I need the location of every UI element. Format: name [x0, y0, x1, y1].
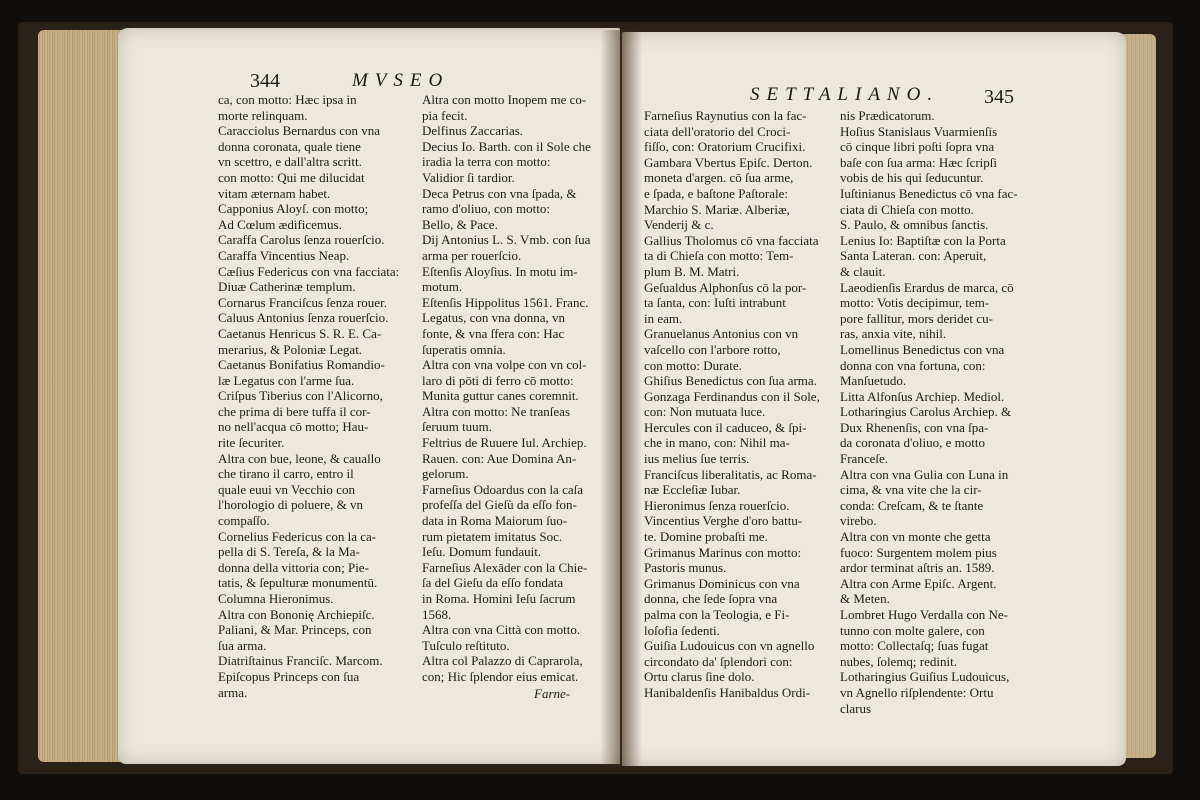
text-line: Iuſtinianus Benedictus cō vna fac-	[840, 185, 1018, 201]
text-line: ſa del Gieſu da eſſo fondata	[422, 575, 564, 591]
text-line: læ Legatus con l'arme ſua.	[218, 372, 355, 388]
right-running-head: SETTALIANO.	[750, 84, 940, 105]
text-line: Hercules con il caduceo, & ſpi-	[644, 419, 807, 435]
text-line: Gallius Tholomus cō vna facciata	[644, 232, 819, 248]
text-line: rum pietatem imitatus Soc.	[422, 528, 563, 544]
text-line: Manſuetudo.	[840, 373, 907, 389]
text-line: donna, che ſede ſopra vna	[644, 591, 778, 607]
text-line: Grimanus Marinus con motto:	[644, 544, 802, 560]
text-line: baſe con ſua arma: Hæc ſcripſi	[840, 154, 998, 170]
text-line: Diatriſtainus Franciſc. Marcom.	[218, 653, 383, 669]
text-line: Hoſius Stanislaus Vuarmienſis	[840, 123, 998, 139]
text-line: palma con la Teologia, e Fi-	[644, 607, 790, 622]
text-line: da coronata d'oliuo, e motto	[840, 435, 985, 451]
text-line: Eſtenſis Aloyſius. In motu im-	[422, 263, 578, 279]
text-line: nis Prædicatorum.	[840, 108, 935, 123]
text-line: pella di S. Tereſa, & la Ma-	[218, 544, 360, 560]
text-line: ſeruum tuum.	[422, 419, 493, 435]
text-line: Eſtenſis Hippolitus 1561. Franc.	[422, 294, 589, 310]
text-line: Munita guttur canes coremnit.	[422, 388, 579, 404]
text-line: ſuperatis omnia.	[422, 341, 506, 357]
text-line: in Roma. Homini Ieſu ſacrum	[422, 591, 576, 606]
text-line: con motto: Durate.	[644, 357, 742, 373]
text-line: laro di pōti di ferro cō motto:	[422, 372, 574, 388]
text-line: motto: Votis decipimur, tem-	[840, 295, 990, 311]
text-line: compaſſo.	[218, 513, 270, 529]
text-line: Farneſius Alexāder con la Chie-	[422, 559, 588, 575]
text-line: Guiſia Ludouicus con vn agnello	[644, 638, 815, 654]
text-line: ramo d'oliuo, con motto:	[422, 201, 550, 217]
text-line: Altra con motto Inopem me co-	[422, 92, 587, 107]
text-line: Legatus, con vna donna, vn	[422, 310, 565, 326]
text-line: Caetanus Bonifatius Romandio-	[218, 357, 385, 373]
text-line: conda: Creſcam, & te ſtante	[840, 497, 984, 513]
text-line: Lenius Io: Baptiſtæ con la Porta	[840, 232, 1006, 248]
text-line: rite ſecuriter.	[218, 435, 285, 451]
text-line: moneta d'argen. cō ſua arme,	[644, 170, 794, 186]
left-page-block-edge	[38, 30, 124, 762]
text-line: & Meten.	[840, 591, 890, 607]
text-line: pore fallitur, mors deridet cu-	[840, 310, 993, 326]
text-line: nubes, ſolemq; redinit.	[840, 653, 957, 669]
text-line: Diuæ Catherinæ templum.	[218, 279, 356, 295]
text-line: Feltrius de Ruuere Iul. Archiep.	[422, 435, 587, 451]
text-line: Altra con motto: Ne tranſeas	[422, 403, 571, 419]
text-line: Hieronimus ſenza rouerſcio.	[644, 497, 790, 513]
text-line: Deca Petrus con vna ſpada, &	[422, 185, 577, 201]
right-page-number: 345	[984, 86, 1014, 108]
right-page	[622, 32, 1126, 766]
text-line: Farneſius Odoardus con la caſa	[422, 481, 584, 497]
text-line: 1568.	[422, 606, 452, 622]
text-line: Caraffa Vincentius Neap.	[218, 247, 350, 263]
text-line: Caluus Antonius ſenza rouerſcio.	[218, 310, 389, 326]
text-line: in eam.	[644, 310, 683, 326]
text-line: quale euui vn Vecchio con	[218, 481, 355, 497]
text-line: Lomellinus Benedictus con vna	[840, 341, 1005, 357]
text-line: Delfinus Zaccarias.	[422, 123, 524, 139]
right-column-2	[840, 108, 1018, 716]
left-page	[118, 28, 620, 764]
text-line: Dux Rhenenſis, con vna ſpa-	[840, 419, 989, 435]
text-line: Granuelanus Antonius con vn	[644, 326, 799, 342]
text-line: morte relinquam.	[218, 107, 308, 123]
right-column-1	[644, 108, 820, 701]
text-line: tatis, & ſepulturæ monumentū.	[218, 575, 378, 591]
text-line: ius melius ſue terris.	[644, 451, 750, 467]
text-line: Cornelius Federicus con la ca-	[218, 528, 377, 544]
text-line: plum B. M. Matri.	[644, 263, 740, 279]
text-line: virebo.	[840, 513, 877, 529]
text-line: Lotharingius Guiſius Ludouicus,	[840, 669, 1010, 685]
text-line: motto: Collectaſq; ſuas fugat	[840, 638, 989, 654]
text-line: Cornarus Franciſcus ſenza rouer.	[218, 294, 387, 310]
text-line: Altra col Palazzo di Caprarola,	[422, 653, 583, 669]
text-line: con motto: Qui me dilucidat	[218, 169, 365, 185]
text-line: Pastoris munus.	[644, 560, 727, 576]
text-line: ta ſanta, con: Iuſti intrabunt	[644, 295, 786, 311]
catchword: Farne-	[534, 686, 571, 701]
text-line: te. Domine probaſti me.	[644, 529, 768, 545]
text-line: loſofia ſedenti.	[644, 622, 720, 638]
text-line: Epiſcopus Princeps con ſua	[218, 668, 360, 684]
text-line: Lotharingius Carolus Archiep. &	[840, 404, 1012, 420]
text-line: donna coronata, quale tiene	[218, 138, 361, 154]
text-line: Franciſcus liberalitatis, ac Roma-	[644, 466, 817, 482]
text-line: con: Non mutuata luce.	[644, 404, 766, 420]
text-line: Dij Antonius L. S. Vmb. con ſua	[422, 232, 591, 248]
text-line: Ieſu. Domum fundauit.	[422, 544, 542, 560]
text-line: Santa Lateran. con: Aperuit,	[840, 248, 987, 264]
text-line: Litta Alfonſus Archiep. Mediol.	[840, 388, 1005, 404]
text-line: S. Paulo, & omnibus ſanctis.	[840, 217, 989, 233]
text-line: vitam æternam habet.	[218, 185, 331, 201]
text-line: fonte, & vna ſfera con: Hac	[422, 325, 565, 341]
text-line: circondato da' ſplendori con:	[644, 653, 793, 669]
text-line: cō cinque libri poſti ſopra vna	[840, 139, 995, 155]
text-line: Venderij & c.	[644, 217, 714, 233]
text-line: vobis de his qui ſeducuntur.	[840, 170, 984, 186]
text-line: Vincentius Verghe d'oro battu-	[644, 513, 803, 529]
text-line: donna con vna fortuna, con:	[840, 357, 986, 373]
text-line: Geſualdus Alphonſus cō la por-	[644, 279, 807, 295]
text-line: pia fecit.	[422, 107, 468, 123]
text-line: ciata di Chieſa con motto.	[840, 201, 974, 217]
text-line: Altra con vna Gulia con Luna in	[840, 466, 1009, 482]
text-line: Caracciolus Bernardus con vna	[218, 123, 381, 139]
text-line: vn scettro, e dall'altra scritt.	[218, 154, 362, 170]
text-line: profeſſa del Gieſù da eſſo fon-	[422, 497, 577, 513]
text-line: Altra con bue, leone, & cauallo	[218, 450, 381, 466]
text-line: Paliani, & Mar. Princeps, con	[218, 622, 372, 638]
text-line: fiſſo, con: Oratorium Crucifixi.	[644, 139, 806, 155]
text-line: vn Agnello riſplendente: Ortu	[840, 684, 994, 700]
text-line: Capponius Aloyſ. con motto;	[218, 201, 369, 217]
text-line: e ſpada, e baſtone Paſtorale:	[644, 185, 789, 201]
text-line: Validior ſi tardior.	[422, 169, 515, 185]
text-line: iradia la terra con motto:	[422, 154, 551, 170]
left-column-1	[218, 92, 399, 700]
text-line: Cæſius Federicus con vna facciata:	[218, 263, 400, 279]
text-line: ciata dell'oratorio del Croci-	[644, 123, 791, 139]
text-line: Bello, & Pace.	[422, 216, 498, 232]
text-line: Altra con vn monte che getta	[840, 529, 991, 545]
text-line: Altra con vna Città con motto.	[422, 622, 581, 638]
text-line: Hanibaldenſis Hanibaldus Ordi-	[644, 684, 811, 700]
text-line: motum.	[422, 279, 463, 295]
text-line: che in mano, con: Nihil ma-	[644, 435, 790, 451]
text-line: Lombret Hugo Verdalla con Ne-	[840, 607, 1008, 622]
text-line: data in Roma Maiorum ſuo-	[422, 513, 568, 529]
text-line: Rauen. con: Aue Domina An-	[422, 450, 577, 466]
text-line: Ghiſius Benedictus con ſua arma.	[644, 373, 817, 389]
left-page-number: 344	[250, 70, 280, 92]
text-line: Caraffa Carolus ſenza rouerſcio.	[218, 232, 385, 248]
text-line: donna della vittoria con; Pie-	[218, 559, 369, 575]
text-line: Criſpus Tiberius con l'Alicorno,	[218, 388, 383, 404]
text-line: Laeodienſis Erardus de marca, cō	[840, 279, 1014, 295]
text-line: Gonzaga Ferdinandus con il Sole,	[644, 388, 820, 404]
text-line: Gambara Vbertus Epiſc. Derton.	[644, 154, 813, 170]
text-line: vaſcello con l'arbore rotto,	[644, 341, 781, 357]
text-line: Decius Io. Barth. con il Sole che	[422, 138, 591, 154]
text-line: Caetanus Henricus S. R. E. Ca-	[218, 325, 382, 341]
text-line: l'horologio di poluere, & vn	[218, 497, 363, 513]
text-line: Columna Hieronimus.	[218, 591, 334, 606]
text-line: Marchio S. Mariæ. Alberiæ,	[644, 201, 790, 217]
text-line: næ Eccleſiæ Iubar.	[644, 482, 741, 498]
right-page-block-edge	[1122, 34, 1156, 758]
text-line: Ad Cœlum ædificemus.	[218, 216, 342, 232]
text-line: ſua arma.	[218, 637, 267, 653]
text-line: Ortu clarus ſine dolo.	[644, 669, 755, 685]
text-line: che prima di bere tuffa il cor-	[218, 403, 371, 419]
text-line: arma per rouerſcio.	[422, 247, 522, 263]
text-line: Farneſius Raynutius con la fac-	[644, 108, 807, 123]
text-line: ca, con motto: Hæc ipsa in	[218, 92, 357, 107]
text-line: Franceſe.	[840, 451, 889, 467]
text-line: Grimanus Dominicus con vna	[644, 575, 800, 591]
text-line: Altra con Arme Epiſc. Argent.	[840, 575, 997, 591]
text-line: no nell'acqua cō motto; Hau-	[218, 419, 369, 435]
text-line: tunno con molte galere, con	[840, 622, 985, 638]
text-line: arma.	[218, 684, 248, 700]
text-line: Altra con vna volpe con vn col-	[422, 357, 587, 373]
text-line: ta di Chieſa con motto: Tem-	[644, 248, 794, 264]
text-line: Altra con Bononię Archiepiſc.	[218, 606, 375, 622]
text-line: ras, anxia vite, nihil.	[840, 326, 947, 342]
text-line: fuoco: Surgentem molem pius	[840, 544, 997, 560]
text-line: & clauit.	[840, 263, 886, 279]
text-line: che tirano il carro, entro il	[218, 466, 354, 482]
left-column-2	[422, 92, 591, 685]
text-line: clarus	[840, 700, 872, 716]
text-line: gelorum.	[422, 466, 469, 482]
text-line: cima, & vna vite che la cir-	[840, 482, 982, 498]
text-line: con; Hic ſplendor eius emicat.	[422, 668, 579, 684]
text-line: Tuſculo reſtituto.	[422, 637, 510, 653]
left-running-head: MVSEO	[352, 70, 450, 91]
book-gutter	[600, 30, 642, 766]
text-line: merarius, & Poloniæ Legat.	[218, 341, 363, 357]
text-line: ardor terminat aſtris an. 1589.	[840, 560, 995, 576]
